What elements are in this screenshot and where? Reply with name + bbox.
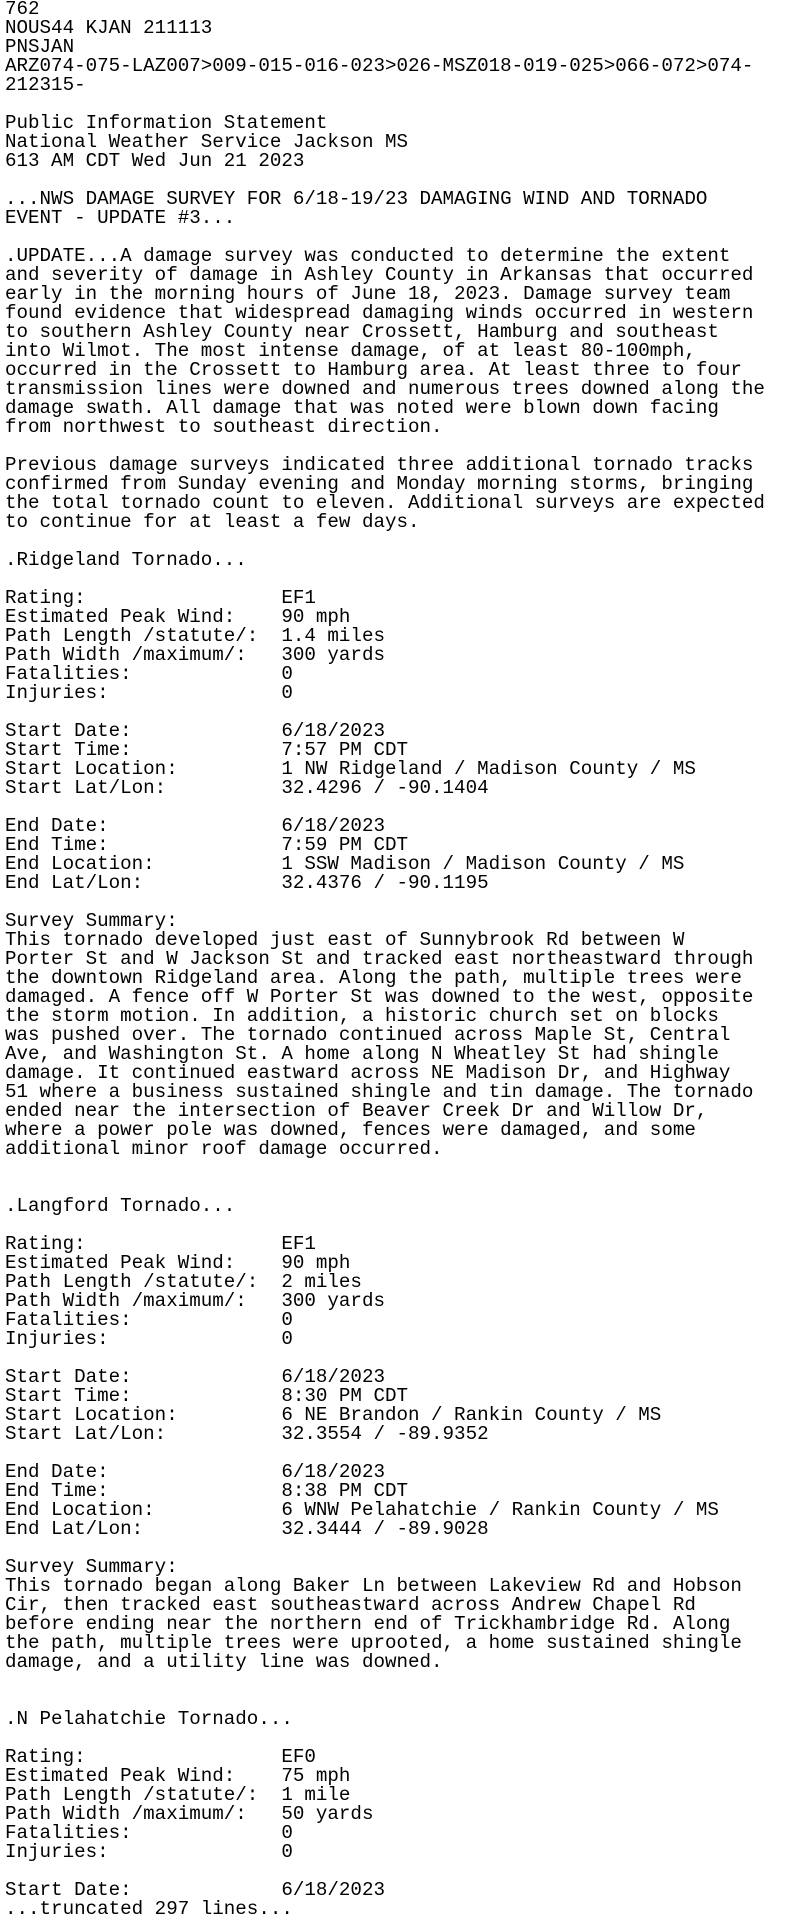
truncation-notice: ...truncated 297 lines... [5, 1898, 293, 1920]
text-line: Estimated Peak Wind: 90 mph [5, 606, 351, 628]
text-line [5, 1672, 801, 1691]
text-line: Rating: EF1 [5, 1233, 316, 1255]
text-line: 613 AM CDT Wed Jun 21 2023 [5, 150, 305, 172]
text-line: End Date: 6/18/2023 [5, 1461, 385, 1483]
text-line: Path Width /maximum/: 300 yards [5, 644, 385, 666]
text-line: into Wilmot. The most intense damage, of at least 80-100mph, [5, 340, 696, 362]
text-line: End Lat/Lon: 32.4376 / -90.1195 [5, 872, 489, 894]
text-line: Rating: EF0 [5, 1746, 316, 1768]
text-line: early in the morning hours of June 18, 2023. Damage survey team [5, 283, 731, 305]
text-line: found evidence that widespread damaging winds occurred in western [5, 302, 754, 324]
text-line: additional minor roof damage occurred. [5, 1138, 443, 1160]
text-line: Path Length /statute/: 1.4 miles [5, 625, 385, 647]
text-line: Fatalities: 0 [5, 1309, 293, 1331]
text-line: End Location: 6 WNW Pelahatchie / Rankin County / MS [5, 1499, 719, 1521]
text-line: Fatalities: 0 [5, 1822, 293, 1844]
text-line: End Location: 1 SSW Madison / Madison County / MS [5, 853, 685, 875]
text-line: Estimated Peak Wind: 75 mph [5, 1765, 351, 1787]
text-line: Path Width /maximum/: 300 yards [5, 1290, 385, 1312]
text-line: 51 where a business sustained shingle and tin damage. The tornado [5, 1081, 754, 1103]
text-line: NOUS44 KJAN 211113 [5, 17, 213, 39]
text-line: Start Lat/Lon: 32.3554 / -89.9352 [5, 1423, 489, 1445]
text-line: occurred in the Crossett to Hamburg area. At least three to four [5, 359, 742, 381]
text-line: the total tornado count to eleven. Additional surveys are expected [5, 492, 765, 514]
text-line: End Date: 6/18/2023 [5, 815, 385, 837]
text-line: End Time: 7:59 PM CDT [5, 834, 409, 856]
text-line: Start Lat/Lon: 32.4296 / -90.1404 [5, 777, 489, 799]
text-line: Survey Summary: [5, 1556, 178, 1578]
text-line: Start Location: 1 NW Ridgeland / Madison County / MS [5, 758, 696, 780]
text-line: to southern Ashley County near Crossett, Hamburg and southeast [5, 321, 719, 343]
text-line: End Lat/Lon: 32.3444 / -89.9028 [5, 1518, 489, 1540]
text-line: from northwest to southeast direction. [5, 416, 443, 438]
text-line: 212315- [5, 74, 86, 96]
text-line: damage, and a utility line was downed. [5, 1651, 443, 1673]
text-line: Fatalities: 0 [5, 663, 293, 685]
text-line [5, 1159, 801, 1178]
text-line: PNSJAN [5, 36, 75, 58]
text-line: Injuries: 0 [5, 1841, 293, 1863]
text-line: Path Length /statute/: 1 mile [5, 1784, 351, 1806]
text-line: damage swath. All damage that was noted were blown down facing [5, 397, 719, 419]
text-line: Public Information Statement [5, 112, 328, 134]
text-line: Ave, and Washington St. A home along N Wheatley St had shingle [5, 1043, 719, 1065]
text-line: .Langford Tornado... [5, 1195, 236, 1217]
text-line: Injuries: 0 [5, 682, 293, 704]
text-line: National Weather Service Jackson MS [5, 131, 409, 153]
text-line: This tornado developed just east of Sunnybrook Rd between W [5, 929, 685, 951]
text-line: to continue for at least a few days. [5, 511, 420, 533]
text-line: Rating: EF1 [5, 587, 316, 609]
text-line: ...NWS DAMAGE SURVEY FOR 6/18-19/23 DAMAGING WIND AND TORNADO [5, 188, 708, 210]
text-line: and severity of damage in Ashley County in Arkansas that occurred [5, 264, 754, 286]
text-line: Porter St and W Jackson St and tracked east northeastward through [5, 948, 754, 970]
text-line: End Time: 8:38 PM CDT [5, 1480, 409, 1502]
text-line: the path, multiple trees were uprooted, a home sustained shingle [5, 1632, 742, 1654]
text-line: damage. It continued eastward across NE Madison Dr, and Highway [5, 1062, 731, 1084]
text-line: damaged. A fence off W Porter St was downed to the west, opposite [5, 986, 754, 1008]
text-line: Cir, then tracked east southeastward across Andrew Chapel Rd [5, 1594, 696, 1616]
text-line: Start Time: 8:30 PM CDT [5, 1385, 409, 1407]
text-line: Previous damage surveys indicated three additional tornado tracks [5, 454, 754, 476]
text-line: transmission lines were downed and numerous trees downed along the [5, 378, 765, 400]
text-line: before ending near the northern end of Trickhambridge Rd. Along [5, 1613, 731, 1635]
text-line: the storm motion. In addition, a historic church set on blocks [5, 1005, 719, 1027]
text-line: This tornado began along Baker Ln between Lakeview Rd and Hobson [5, 1575, 742, 1597]
text-line: Start Time: 7:57 PM CDT [5, 739, 409, 761]
text-line: EVENT - UPDATE #3... [5, 207, 236, 229]
text-line: Start Date: 6/18/2023 [5, 1366, 385, 1388]
text-line: where a power pole was downed, fences were damaged, and some [5, 1119, 696, 1141]
text-line: Path Width /maximum/: 50 yards [5, 1803, 374, 1825]
text-line: Start Location: 6 NE Brandon / Rankin County / MS [5, 1404, 662, 1426]
text-line: Injuries: 0 [5, 1328, 293, 1350]
text-line: ARZ074-075-LAZ007>009-015-016-023>026-MSZ018-019-025>066-072>074- [5, 55, 754, 77]
text-line: Path Length /statute/: 2 miles [5, 1271, 362, 1293]
text-line: Start Date: 6/18/2023 [5, 1879, 385, 1901]
text-line: confirmed from Sunday evening and Monday morning storms, bringing [5, 473, 754, 495]
text-line: .N Pelahatchie Tornado... [5, 1708, 293, 1730]
text-line: ended near the intersection of Beaver Creek Dr and Willow Dr, [5, 1100, 708, 1122]
text-line: Survey Summary: [5, 910, 178, 932]
text-line: Start Date: 6/18/2023 [5, 720, 385, 742]
text-line: was pushed over. The tornado continued across Maple St, Central [5, 1024, 731, 1046]
text-line: 762 [5, 0, 40, 20]
text-line: the downtown Ridgeland area. Along the path, multiple trees were [5, 967, 742, 989]
text-line: Estimated Peak Wind: 90 mph [5, 1252, 351, 1274]
text-line: .Ridgeland Tornado... [5, 549, 247, 571]
text-line: .UPDATE...A damage survey was conducted to determine the extent [5, 245, 731, 267]
